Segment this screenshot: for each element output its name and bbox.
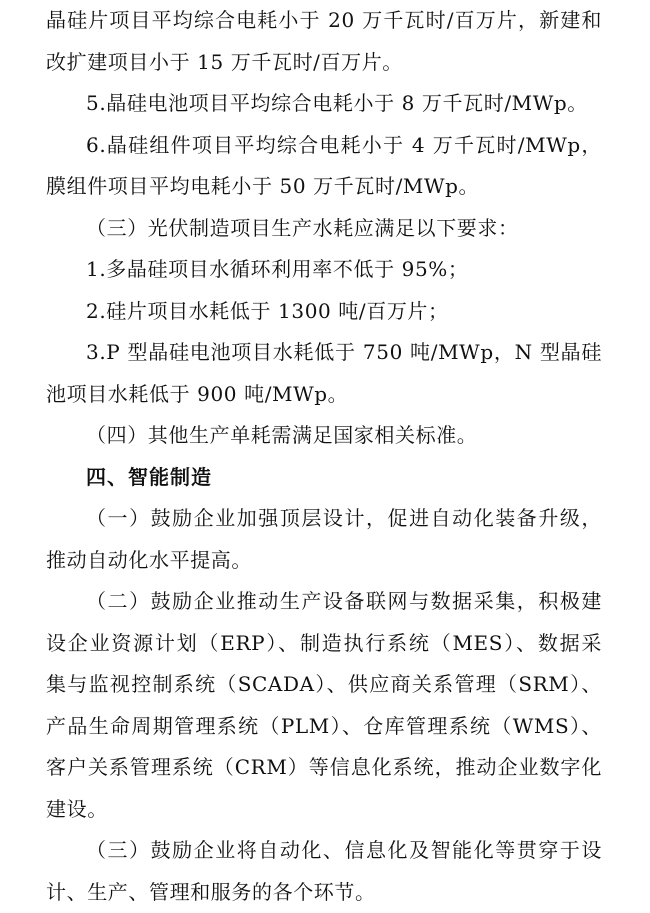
text-line: 客户关系管理系统（CRM）等信息化系统，推动企业数字化	[46, 747, 602, 789]
text-line: （四）其他生产单耗需满足国家相关标准。	[46, 415, 602, 457]
text-line: 晶硅片项目平均综合电耗小于 20 万千瓦时/百万片，新建和	[46, 0, 602, 42]
text-line: 2.硅片项目水耗低于 1300 吨/百万片；	[46, 291, 602, 333]
text-line: 3.P 型晶硅电池项目水耗低于 750 吨/MWp，N 型晶硅	[46, 332, 602, 374]
text-line: 设企业资源计划（ERP）、制造执行系统（MES）、数据采	[46, 623, 602, 665]
text-line: 膜组件项目平均电耗小于 50 万千瓦时/MWp。	[46, 166, 602, 208]
text-line: （三）光伏制造项目生产水耗应满足以下要求：	[46, 208, 602, 250]
text-line: （二）鼓励企业推动生产设备联网与数据采集，积极建	[46, 581, 602, 623]
text-line: （三）鼓励企业将自动化、信息化及智能化等贯穿于设	[46, 830, 602, 872]
text-line: （一）鼓励企业加强顶层设计，促进自动化装备升级，	[46, 498, 602, 540]
document-page	[46, 0, 602, 913]
text-line: 建设。	[46, 789, 602, 831]
text-line: 池项目水耗低于 900 吨/MWp。	[46, 374, 602, 416]
text-line: 1.多晶硅项目水循环利用率不低于 95%；	[46, 249, 602, 291]
text-line: 改扩建项目小于 15 万千瓦时/百万片。	[46, 42, 602, 84]
text-line: 集与监视控制系统（SCADA）、供应商关系管理（SRM）、	[46, 664, 602, 706]
text-line: 6.晶硅组件项目平均综合电耗小于 4 万千瓦时/MWp，	[46, 125, 602, 167]
text-line: 推动自动化水平提高。	[46, 540, 602, 582]
text-line: 产品生命周期管理系统（PLM）、仓库管理系统（WMS）、	[46, 706, 602, 748]
text-line: 5.晶硅电池项目平均综合电耗小于 8 万千瓦时/MWp。	[46, 83, 602, 125]
text-line: 计、生产、管理和服务的各个环节。	[46, 872, 602, 913]
section-heading: 四、智能制造	[46, 457, 602, 499]
